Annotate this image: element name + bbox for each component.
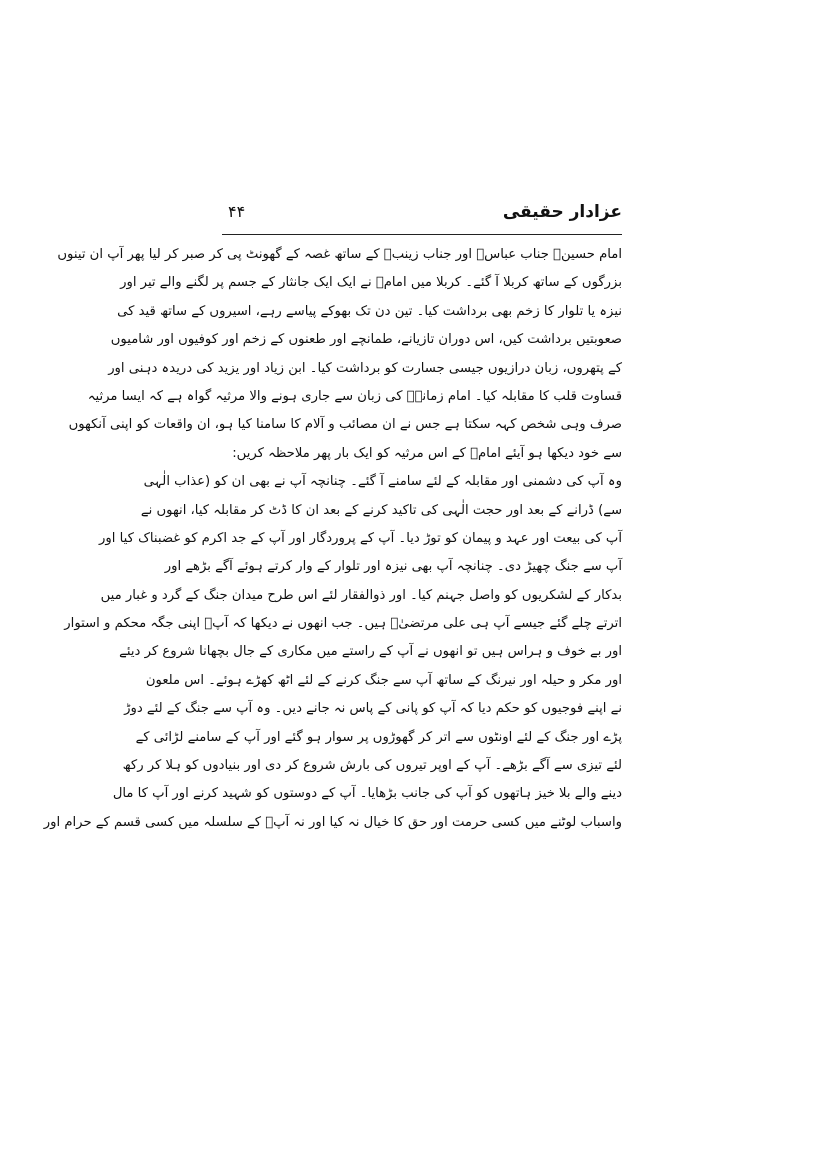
running-title: عزادار حقیقی bbox=[502, 202, 622, 222]
body-text bbox=[43, 241, 622, 837]
text-line: بدکار کے لشکریوں کو واصل جہنم کیا۔ اور ذوالفقار لئے اس طرح میدان جنگ کے گرد و غبار میں bbox=[100, 587, 622, 603]
text-line: نیزہ یا تلوار کا زخم بھی برداشت کیا۔ تین دن تک بھوکے پیاسے رہے، اسیروں کے ساتھ قید کی bbox=[117, 303, 622, 319]
text-line: سے) ڈرانے کے بعد اور حجت الٰہی کی تاکید کرنے کے بعد ان کا ڈٹ کر مقابلہ کیا، انھوں نے bbox=[140, 502, 622, 518]
text-line: لئے تیزی سے آگے بڑھے۔ آپ کے اوپر تیروں کی بارش شروع کر دی اور بنیادوں کو ہلا کر رکھ bbox=[122, 758, 622, 774]
text-line: دینے والے بلا خیز ہاتھوں کو آپ کی جانب بڑھایا۔ آپ کے دوستوں کو شہید کرنے اور آپ کا مال bbox=[112, 786, 622, 802]
text-line: امام حسینؑ جناب عباسؑ اور جناب زینبؑ کے ساتھ غصہ کے گھونٹ پی کر صبر کر لیا پھر آپ ان تینوں bbox=[57, 247, 622, 262]
text-line: وہ آپ کی دشمنی اور مقابلہ کے لئے سامنے آ گئے۔ چنانچہ آپ نے بھی ان کو (عذاب الٰہی bbox=[143, 474, 622, 490]
paragraph-2 bbox=[43, 468, 622, 837]
text-line: اور بے خوف و ہراس ہیں تو انھوں نے آپ کے راستے میں مکاری کے جال بچھانا شروع کر دیئے bbox=[119, 644, 622, 660]
text-line: آپ کی بیعت اور عہد و پیمان کو توڑ دیا۔ آپ کے پروردگار اور آپ کے جد اکرم کو غضبناک کیا اور bbox=[99, 530, 622, 546]
text-line: آپ سے جنگ چھیڑ دی۔ چنانچہ آپ بھی نیزہ اور تلوار کے وار کرتے ہوئے آگے بڑھے اور bbox=[164, 559, 622, 575]
text-line: کے پتھروں، زبان درازیوں جیسی جسارت کو برداشت کیا۔ ابن زیاد اور یزید کی دریدہ دہنی اور bbox=[108, 360, 622, 376]
text-line: نے اپنے فوجیوں کو حکم دیا کہ آپ کو پانی کے پاس نہ جانے دیں۔ وہ آپ سے جنگ کے لئے دوڑ bbox=[124, 701, 622, 717]
text-line: اترتے چلے گئے جیسے آپ ہی علی مرتضیٰؑ ہیں۔ جب انھوں نے دیکھا کہ آپؑ اپنی جگہ محکم و استوار bbox=[64, 616, 622, 632]
page-number: ۴۴ bbox=[228, 202, 246, 221]
text-line: صرف وہی شخص کہہ سکتا ہے جس نے ان مصائب و آلام کا سامنا کیا ہو، ان واقعات کو اپنی آنکھوں bbox=[68, 417, 622, 433]
text-line: پڑے اور جنگ کے لئے اونٹوں سے اتر کر گھوڑوں پر سوار ہو گئے اور آپ کے سامنے لڑائی کے bbox=[135, 729, 622, 745]
text-line: سے خود دیکھا ہو آیئے امامؑ کے اس مرثیہ کو ایک بار پھر ملاحظہ کریں: bbox=[232, 445, 622, 461]
text-line: واسباب لوٹنے میں کسی حرمت اور حق کا خیال نہ کیا اور نہ آپؑ کے سلسلہ میں کسی قسم کے حرام اور bbox=[43, 814, 622, 830]
header-divider bbox=[222, 234, 622, 235]
text-line: اور مکر و حیلہ اور نیرنگ کے ساتھ آپ سے جنگ کرنے کے لئے اٹھ کھڑے ہوئے۔ اس ملعون bbox=[145, 672, 622, 688]
text-line: بزرگوں کے ساتھ کربلا آ گئے۔ کربلا میں امامؑ نے ایک ایک جانثار کے جسم پر لگنے والے تیر اور bbox=[120, 275, 622, 291]
paragraph-1 bbox=[57, 241, 622, 468]
text-line: صعوبتیں برداشت کیں، اس دوران تازیانے، طمانچے اور طعنوں کے زخم اور کوفیوں اور شامیوں bbox=[110, 332, 622, 348]
page-header bbox=[222, 197, 622, 231]
text-line: قساوت قلب کا مقابلہ کیا۔ امام زمانہؑ کی زبان سے جاری ہونے والا مرثیہ گواہ ہے کہ ایسا مرثیہ bbox=[87, 388, 622, 404]
